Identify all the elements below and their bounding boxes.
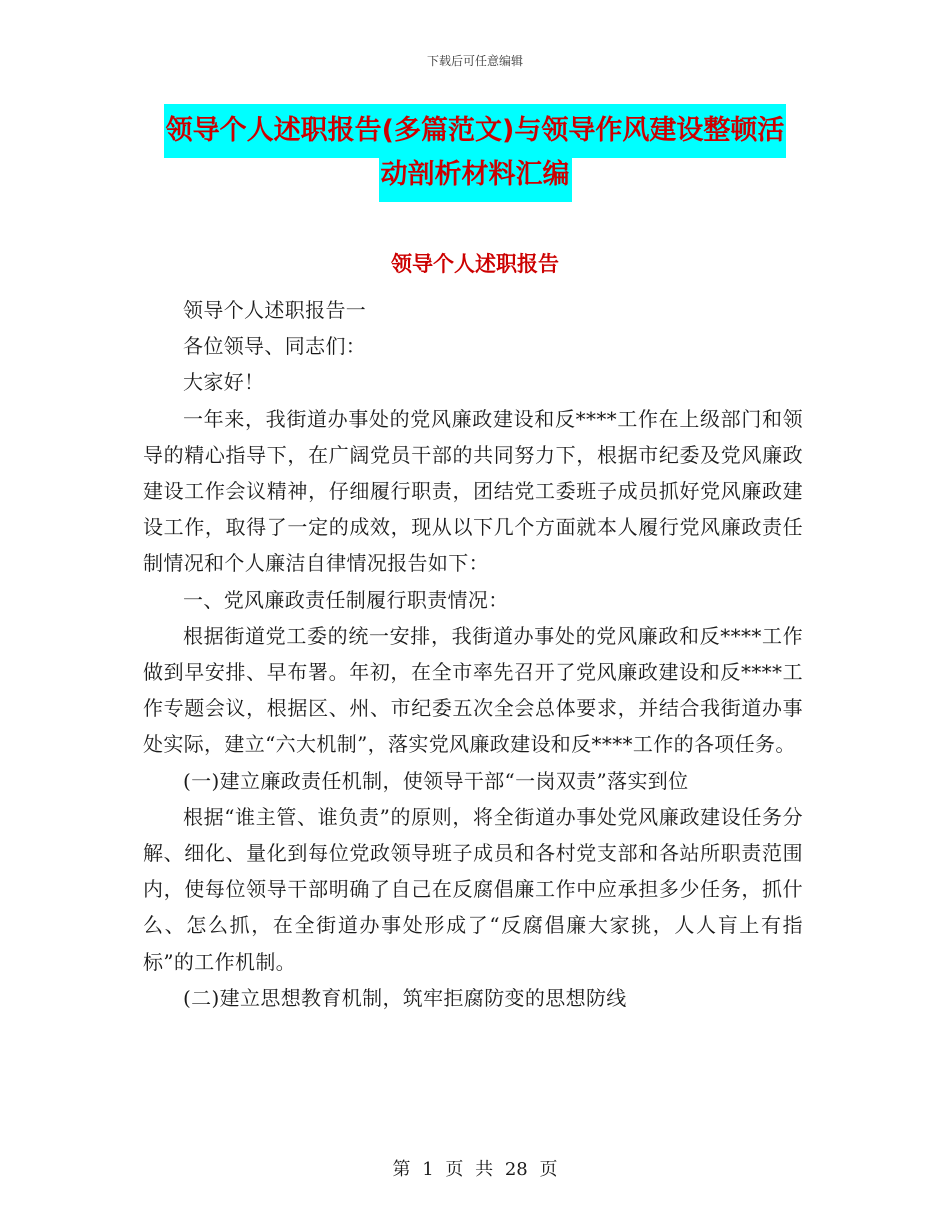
greeting: 大家好！ [183, 370, 265, 395]
document-body [143, 292, 803, 1016]
subheading-2: (一)建立廉政责任机制，使领导干部“一岗双责”落实到位 [183, 768, 689, 793]
subheading-1: 一、党风廉政责任制履行职责情况： [183, 587, 509, 612]
body-paragraph: 根据街道党工委的统一安排，我街道办事处的党风廉政和反****工作做到早安排、早布署。年初，在全市率先召开了党风廉政建设和反****工作专题会议，根据区、州、市纪委五次全会总体要求，并结合我街道办事处实际，建立“六大机制”，落实党风廉政建设和反****工作的各项任务。 [143, 623, 803, 757]
body-paragraph: 根据“谁主管、谁负责”的原则，将全街道办事处党风廉政建设任务分解、细化、量化到每位党政领导班子成员和各村党支部和各站所职责范围内，使每位领导干部明确了自己在反腐倡廉工作中应承担多少任务，抓什么、怎么抓，在全街道办事处形成了“反腐倡廉大家挑，人人肓上有指标”的工作机制。 [143, 804, 803, 974]
salutation: 各位领导、同志们： [183, 334, 367, 359]
document-title-line-2 [0, 148, 950, 202]
section-heading: 领导个人述职报告 [391, 252, 559, 276]
page-number-footer: 第 1 页 共 28 页 [392, 1159, 558, 1180]
body-paragraph: 一年来，我街道办事处的党风廉政建设和反****工作在上级部门和领导的精心指导下，在广阔党员干部的共同努力下，根据市纪委及党风廉政建设工作会议精神，仔细履行职责，团结党工委班子成员抓好党风廉政建设工作，取得了一定的成效，现从以下几个方面就本人履行党风廉政责任制情况和个人廉洁自律情况报告如下： [143, 406, 803, 576]
page-header-note: 下载后可任意编辑 [426, 54, 523, 68]
title-text-line-1: 领导个人述职报告(多篇范文)与领导作风建设整顿活 [164, 104, 787, 158]
report-subtitle: 领导个人述职报告一 [183, 298, 367, 322]
subheading-3: (二)建立思想教育机制，筑牢拒腐防变的思想防线 [183, 985, 627, 1010]
title-text-line-2: 动剖析材料汇编 [379, 148, 572, 202]
